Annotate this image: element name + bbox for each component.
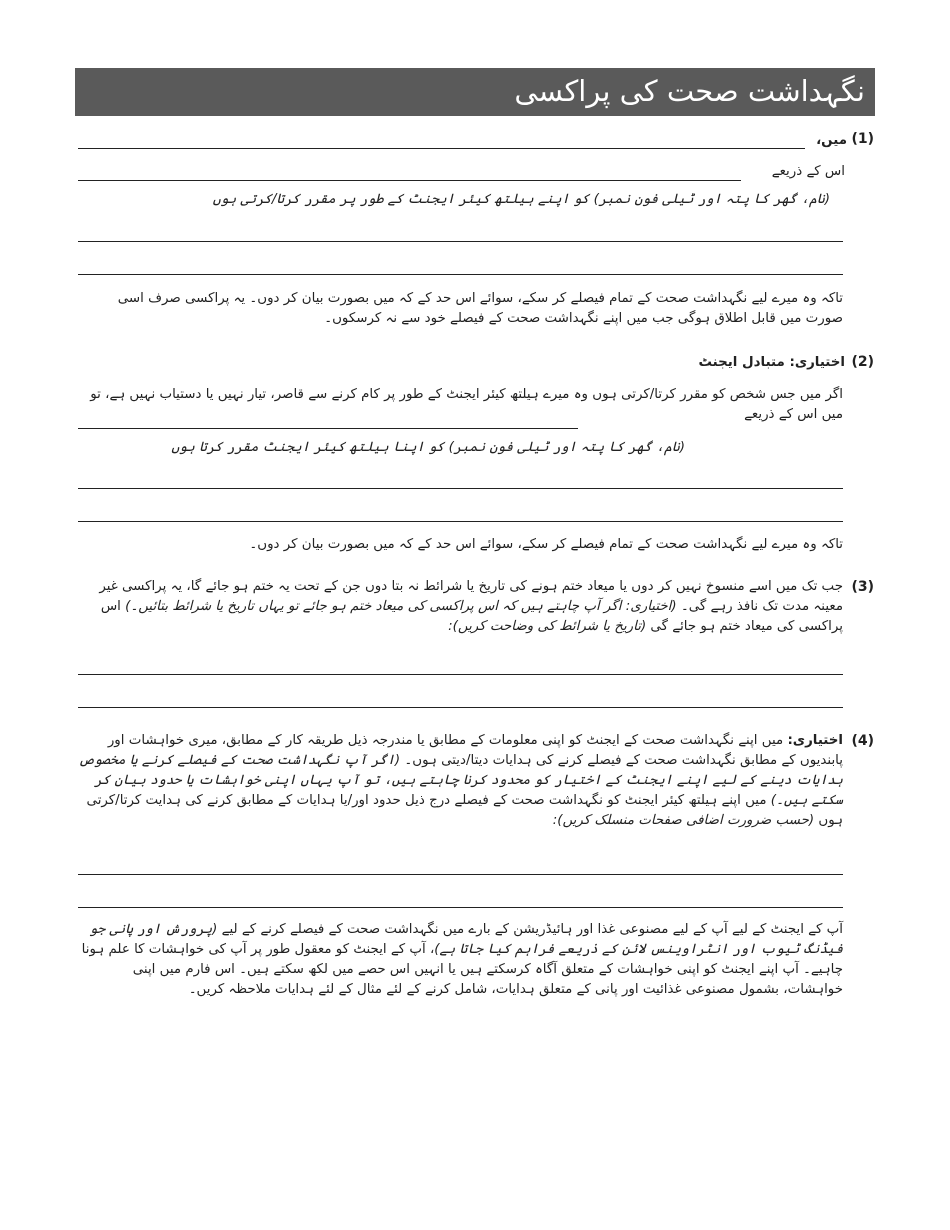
info-text-c: ، آپ کے ایجنٹ کو معقول طور پر آپ کی خواہشات کا علم ہونا چاہیے۔ آپ اپنے ایجنٹ کو اپنی خواہشات کے متعلق آگاہ کرسکتے ہیں یا انہیں اس حصے میں لکھ سکتے ہیں۔ اس فارم میں اپنی خواہشات، بشمول مصنوعی غذائیت اور پانی کے متعلق ہدایات، شامل کرنے کے لئے مثال کے لئے ہدایات ملاحظہ کریں۔ bbox=[81, 942, 843, 997]
agent-name-input-line[interactable] bbox=[78, 180, 741, 181]
section-3-text-d: (تاریخ یا شرائط کی وضاحت کریں): bbox=[448, 619, 647, 634]
instructions-input-line-2[interactable] bbox=[78, 907, 843, 908]
section-3-number: (3) bbox=[851, 579, 874, 595]
section-2-field-hint: (نام، گھر کا پتہ اور ٹیلی فون نمبر) کو اپنا ہیلتھ کیئر ایجنٹ مقرر کرتا ہوں bbox=[171, 440, 685, 455]
section-1-number: (1) bbox=[851, 131, 874, 147]
alternate-address-input-line-1[interactable] bbox=[78, 488, 843, 489]
section-4-number: (4) bbox=[851, 733, 874, 749]
nutrition-info-paragraph bbox=[78, 920, 843, 1000]
section-3-text-b: (اختیاری: اگر آپ چاہتے ہیں کہ اس پراکسی کی میعاد ختم ہو جائے تو یہاں تاریخ یا شرائط بتائیں۔) bbox=[125, 599, 677, 614]
section-1-field-hint: (نام، گھر کا پتہ اور ٹیلی فون نمبر) کو اپنے ہیلتھ کیئر ایجنٹ کے طور پر مقرر کرتا/کرتی ہوں bbox=[212, 192, 830, 207]
section-3-text bbox=[78, 577, 843, 637]
section-4-heading: اختیاری: bbox=[787, 733, 843, 748]
info-text-a: آپ کے ایجنٹ کے لیے آپ کے لیے مصنوعی غذا اور ہائیڈریشن کے بارے میں نگہداشت صحت کے فیصلے کرنے کے لیے bbox=[217, 922, 843, 937]
section-4-text-d: (حسب ضرورت اضافی صفحات منسلک کریں): bbox=[552, 813, 815, 828]
section-2-number: (2) bbox=[851, 354, 874, 370]
instructions-input-line-1[interactable] bbox=[78, 874, 843, 875]
section-2-body: تاکہ وہ میرے لیے نگہداشت صحت کے تمام فیصلے کر سکے، سوائے اس حد کے کہ میں بصورت بیان کر دوں۔ bbox=[249, 537, 843, 552]
section-1-by-line: اس کے ذریعے bbox=[771, 164, 845, 179]
page-title: نگہداشت صحت کی پراکسی bbox=[75, 68, 875, 116]
section-4-text-b: (اگر آپ نگہداشت صحت کے فیصلے کرنے یا مخصوص ہدایات دینے کے لیے اپنے ایجنٹ کے اختیار کو محدود کرنا چاہتے ہیں، تو آپ یہاں اپنی خواہشات یا حدود بیان کر سکتے ہیں۔) bbox=[78, 753, 843, 808]
section-2-heading: اختیاری: متبادل ایجنٹ bbox=[698, 355, 845, 370]
section-4-text-c: میں اپنے ہیلتھ کیئر ایجنٹ کو نگہداشت صحت کے فیصلے درج ذیل حدود اور/یا ہدایات کے مطابق کرنے کی ہدایت کرتا/کرتی ہوں bbox=[86, 793, 843, 828]
section-4-text bbox=[78, 731, 843, 831]
expiration-input-line-2[interactable] bbox=[78, 707, 843, 708]
section-2-intro: اگر میں جس شخص کو مقرر کرتا/کرتی ہوں وہ میرے ہیلتھ کیئر ایجنٹ کے طور پر کام کرنے سے قاصر، تیار نہیں یا دستیاب نہیں ہے، تو میں اس کے ذریعے bbox=[90, 387, 843, 422]
alternate-agent-input-line[interactable] bbox=[78, 428, 578, 429]
section-3-text-c: اس پراکسی کی میعاد ختم ہو جائے گی bbox=[100, 599, 843, 634]
section-1-body: تاکہ وہ میرے لیے نگہداشت صحت کے تمام فیصلے کر سکے، سوائے اس حد کے کہ میں بصورت بیان کر دوں۔ یہ پراکسی صرف اسی صورت میں قابل اطلاق ہوگی جب میں اپنے نگہداشت صحت کے فیصلے خود سے نہ کرسکوں۔ bbox=[117, 291, 843, 326]
agent-address-input-line-1[interactable] bbox=[78, 241, 843, 242]
section-1-lead: میں، bbox=[816, 133, 847, 148]
agent-address-input-line-2[interactable] bbox=[78, 274, 843, 275]
section-3-text-a: جب تک میں اسے منسوخ نہیں کر دوں یا میعاد ختم ہونے کی تاریخ یا شرائط نہ بتا دوں جن کے تحت یہ ختم ہو جائے گا، یہ پراکسی غیر معینہ مدت تک نافذ رہے گی۔ bbox=[99, 579, 843, 614]
section-4-text-a: میں اپنے نگہداشت صحت کے ایجنٹ کو اپنی معلومات کے مطابق یا مندرجہ ذیل طریقہ کار کے مطابق، میری خواہشات اور پابندیوں کے مطابق نگہداشت صحت کے فیصلے کرنے کی ہدایات دیتا/دیتی ہوں۔ bbox=[107, 733, 843, 768]
info-text-b: (پرورش اور پانی جو فیڈنگ ٹیوب اور انٹراوینس لائن کے ذریعے فراہم کیا جاتا ہے) bbox=[89, 922, 843, 957]
alternate-address-input-line-2[interactable] bbox=[78, 521, 843, 522]
name-input-line[interactable] bbox=[78, 148, 805, 149]
expiration-input-line-1[interactable] bbox=[78, 674, 843, 675]
